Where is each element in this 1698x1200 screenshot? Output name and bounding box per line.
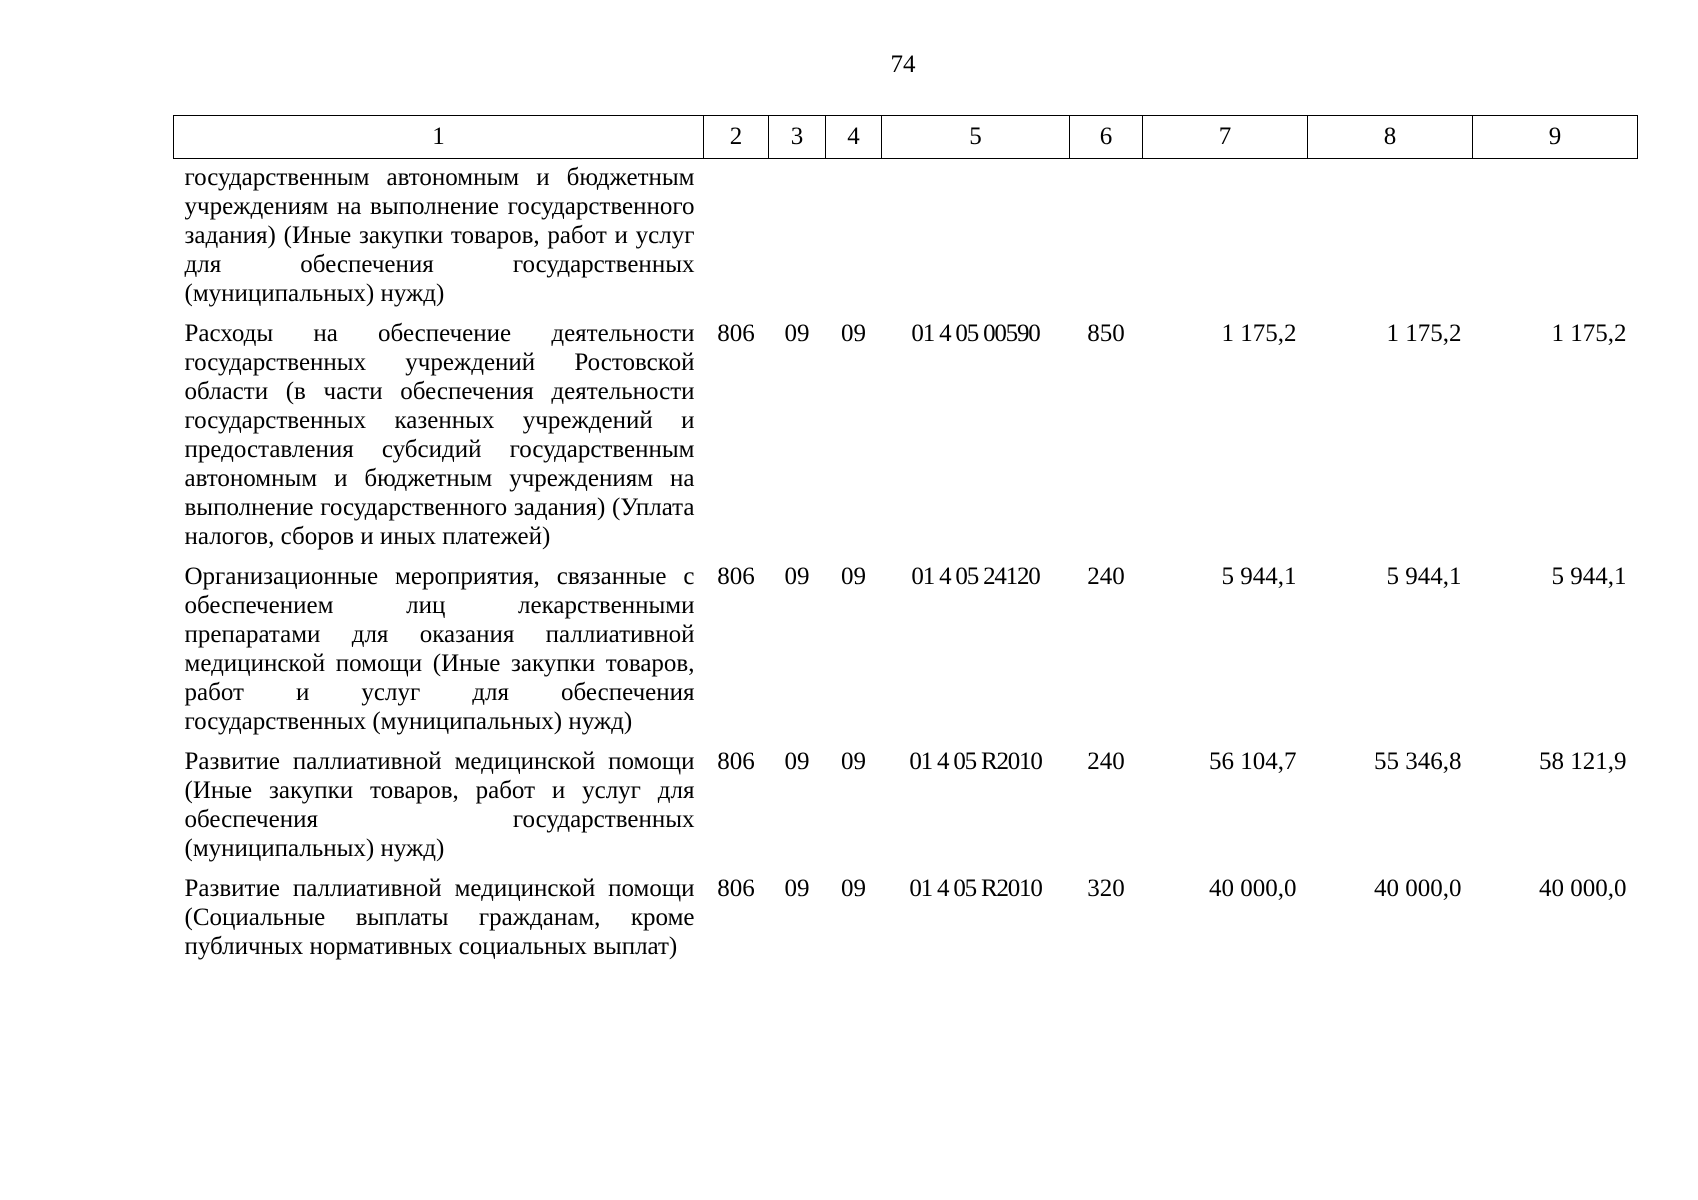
row-amount-col7	[1143, 159, 1308, 320]
row-section-code: 09	[784, 563, 810, 590]
row-amount-col7: 5 944,1	[1221, 563, 1297, 590]
row-target-code	[882, 159, 1070, 320]
row-expense-type-code: 240	[1087, 563, 1125, 590]
row-subsection-code	[826, 159, 882, 320]
table-row	[174, 562, 1638, 747]
row-target-code: 01 4 05 24120	[911, 563, 1040, 590]
row-description: Организационные мероприятия, связанные с обеспечением лиц лекарственными препаратами для оказания паллиативной медицинской помощи (Иные закупки товаров, работ и услуг для обеспечения государственных (муниципальных) нужд)	[184, 563, 695, 735]
row-expense-type-code: 850	[1087, 320, 1125, 347]
row-ministry-code: 806	[717, 875, 755, 902]
row-target-code: 01 4 05 R2010	[909, 875, 1042, 902]
row-subsection-code: 09	[841, 748, 866, 775]
column-header-3: 3	[769, 116, 826, 159]
header-row	[174, 116, 1638, 159]
table-row	[174, 874, 1638, 972]
row-target-code: 01 4 05 00590	[911, 320, 1040, 347]
row-target-code: 01 4 05 R2010	[909, 748, 1042, 775]
row-ministry-code: 806	[717, 563, 755, 590]
row-amount-col7: 1 175,2	[1221, 320, 1297, 347]
row-description: Развитие паллиативной медицинской помощи (Иные закупки товаров, работ и услуг для обеспечения государственных (муниципальных) нужд)	[184, 748, 695, 862]
budget-table	[173, 115, 1638, 972]
column-header-6: 6	[1070, 116, 1143, 159]
row-section-code: 09	[784, 320, 810, 347]
row-section-code	[769, 159, 826, 320]
row-subsection-code: 09	[841, 320, 866, 347]
row-amount-col8: 55 346,8	[1374, 748, 1462, 775]
row-ministry-code: 806	[717, 748, 755, 775]
column-header-8: 8	[1308, 116, 1473, 159]
row-section-code: 09	[784, 748, 810, 775]
row-amount-col7: 56 104,7	[1209, 748, 1297, 775]
column-header-1: 1	[174, 116, 704, 159]
column-header-5: 5	[882, 116, 1070, 159]
row-amount-col8: 5 944,1	[1386, 563, 1462, 590]
row-ministry-code: 806	[717, 320, 755, 347]
row-amount-col9	[1473, 159, 1638, 320]
row-description: Развитие паллиативной медицинской помощи (Социальные выплаты гражданам, кроме публичных нормативных социальных выплат)	[184, 875, 695, 960]
row-amount-col9: 40 000,0	[1539, 875, 1627, 902]
table-row	[174, 159, 1638, 320]
column-header-9: 9	[1473, 116, 1638, 159]
row-amount-col9: 5 944,1	[1551, 563, 1627, 590]
row-subsection-code: 09	[841, 875, 866, 902]
row-amount-col8: 1 175,2	[1386, 320, 1462, 347]
row-description: государственным автономным и бюджетным учреждениям на выполнение государственного задания) (Иные закупки товаров, работ и услуг для обеспечения государственных (муниципальных) нужд)	[184, 164, 695, 307]
row-subsection-code: 09	[841, 563, 866, 590]
row-description: Расходы на обеспечение деятельности государственных учреждений Ростовской области (в части обеспечения деятельности государственных казенных учреждений и предоставления субсидий государственным автономным и бюджетным учреждениям на выполнение государственного задания) (Уплата налогов, сборов и иных платежей)	[184, 320, 695, 550]
column-header-2: 2	[704, 116, 769, 159]
row-expense-type-code: 240	[1087, 748, 1125, 775]
row-expense-type-code	[1070, 159, 1143, 320]
row-section-code: 09	[784, 875, 810, 902]
page-number: 74	[890, 51, 916, 78]
column-header-4: 4	[826, 116, 882, 159]
row-ministry-code	[704, 159, 769, 320]
row-amount-col8: 40 000,0	[1374, 875, 1462, 902]
row-amount-col7: 40 000,0	[1209, 875, 1297, 902]
table-row	[174, 747, 1638, 874]
row-amount-col9: 1 175,2	[1551, 320, 1627, 347]
row-expense-type-code: 320	[1087, 875, 1125, 902]
table-row	[174, 319, 1638, 562]
column-header-7: 7	[1143, 116, 1308, 159]
row-amount-col9: 58 121,9	[1539, 748, 1627, 775]
row-amount-col8	[1308, 159, 1473, 320]
